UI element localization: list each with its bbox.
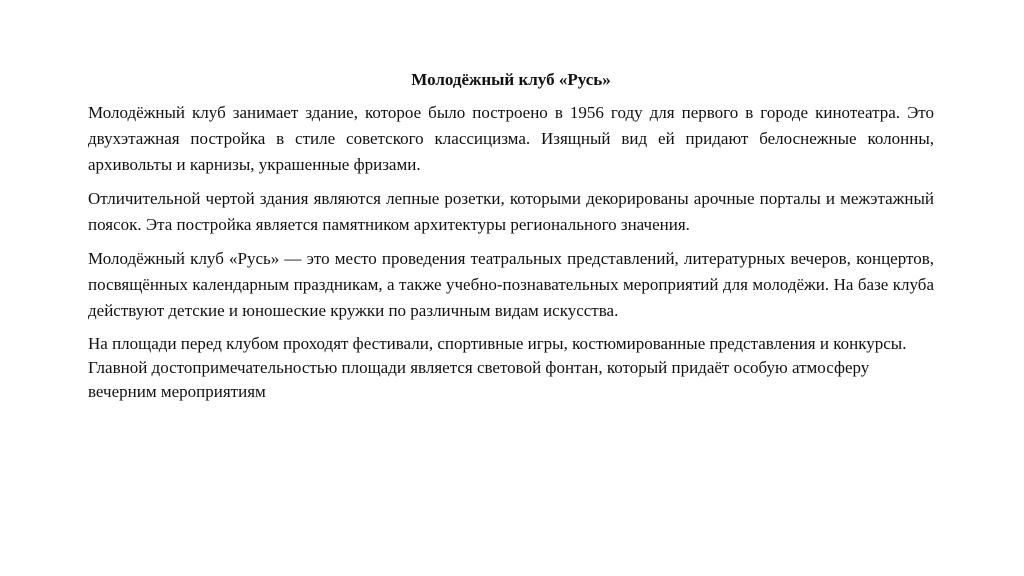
document-title: Молодёжный клуб «Русь»	[411, 70, 611, 89]
paragraph-building: Молодёжный клуб занимает здание, которое было построено в 1956 году для первого в городе кинотеатра. Это двухэтажная постройка в стиле советского классицизма. Изящный вид ей придают белоснежные колонны, архивольты и карнизы, украшенные фризами.	[88, 103, 934, 174]
document-page	[88, 68, 934, 412]
paragraph-decor: Отличительной чертой здания являются лепные розетки, которыми декорированы арочные порталы и межэтажный поясок. Эта постройка является памятником архитектуры регионального значения.	[88, 189, 934, 234]
paragraph-activities: Молодёжный клуб «Русь» — это место проведения театральных представлений, литературных вечеров, концертов, посвящённых календарным праздникам, а также учебно-познавательных мероприятий для молодёжи. На базе клуба действуют детские и юношеские кружки по различным видам искусства.	[88, 249, 934, 320]
paragraph-square: На площади перед клубом проходят фестивали, спортивные игры, костюмированные представления и конкурсы. Главной достопримечательностью площади является световой фонтан, который придаёт особую атмосферу вечерним мероприятиям	[88, 334, 907, 401]
